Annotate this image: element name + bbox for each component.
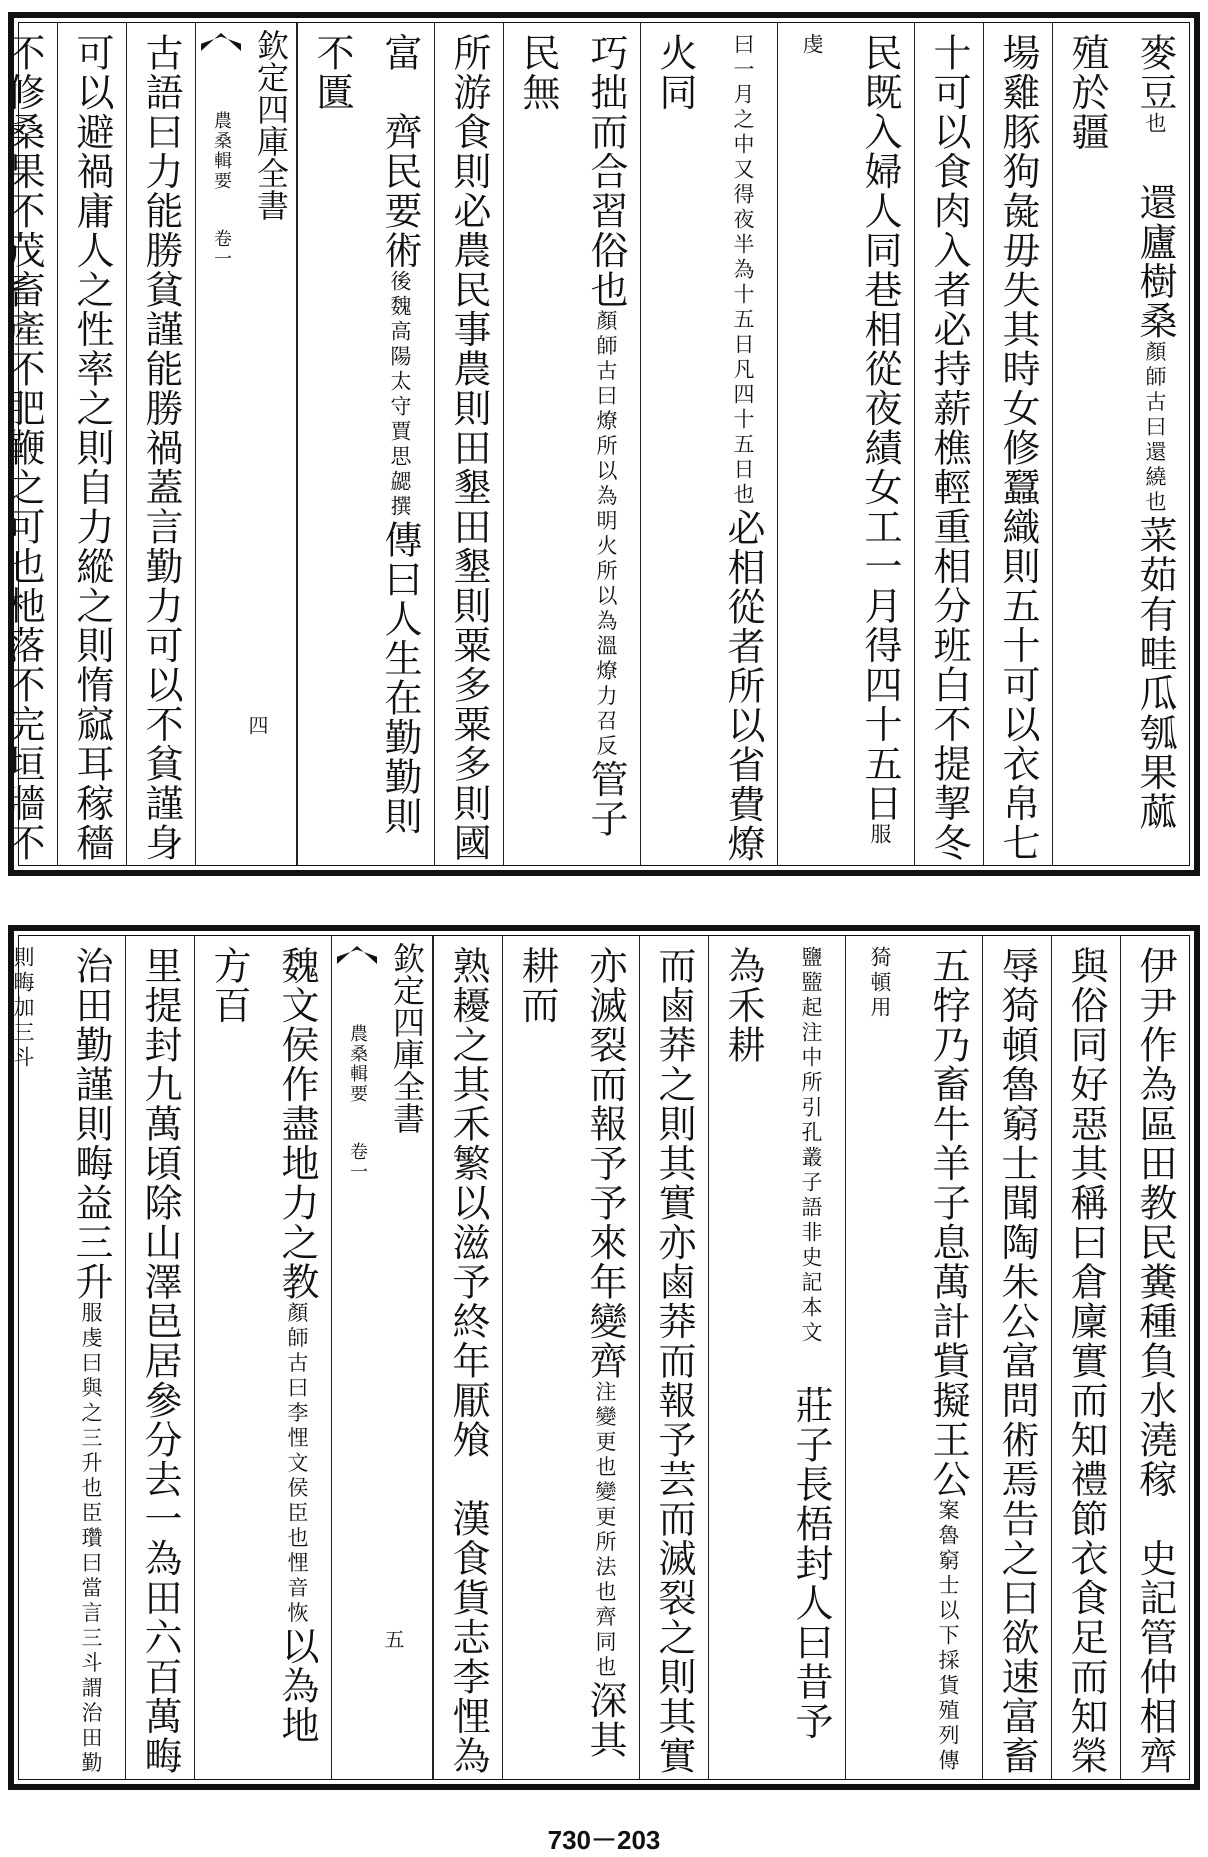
main-text: 莊子長梧封人曰昔予為禾耕 [721,946,833,1741]
main-text: 菜茹有畦瓜瓠果蓏殖於疆 [1065,33,1177,832]
center-fold-column [331,936,433,1779]
main-text: 史記管仲相齊 [1133,1538,1177,1776]
main-text: 而鹵莽之則其實亦鹵莽而報予芸而滅裂之則其實 [652,946,696,1776]
annotation-text: 守賈思勰撰 [388,395,412,520]
main-text: 齊民要術 [378,112,422,270]
main-text: 富 [378,33,422,73]
top-page-text-block [1,22,1190,866]
book-title: 農桑輯要 [211,111,232,191]
text-column [57,23,126,865]
annotation-text: 侯臣也悝音恢 [285,1476,309,1627]
main-text: 必相從者所以省費燎火同 [653,33,765,864]
text-column [0,936,125,1779]
text-column [845,936,982,1779]
annotation-text: 顏師古曰 [1143,340,1167,441]
main-text: 熟耰之其禾繁以滋予終年厭飧 [446,946,490,1460]
main-text: 十可以食肉入者必持薪樵輕重相分班白不提挈冬 [927,33,971,863]
collection-title: 欽定四庫全書 [388,942,426,1134]
main-text: 管子民無 [516,33,628,839]
text-column [708,936,845,1779]
annotation-text: 叢子語非史記本文 [799,1146,823,1346]
annotation-text: 還繞也 [1143,440,1167,516]
text-column [777,23,914,865]
text-column [502,936,639,1779]
fishtail-mark-icon [337,946,377,982]
page-code: 730－203 [547,1825,661,1855]
main-text: 巧拙而合習俗也 [584,33,628,310]
main-text: 亦滅裂而報予予來年變齊 [583,946,627,1381]
text-column [297,23,434,865]
annotation-text: 言三斗謂治田勤則畮加三斗 [11,946,103,1777]
annotation-text: 後魏高陽太 [388,270,412,395]
main-text: 里提封九萬頃除山澤邑居參分去一為田六百萬畮 [138,946,182,1776]
annotation-text: 所法也齊同也 [593,1530,617,1681]
main-text: 魏文侯作盡地力之教 [275,946,319,1302]
main-text: 不修桑果不茂畜產不肥鞭之可也杝落不完垣牆不 [1,33,45,863]
fishtail-mark-icon [201,33,241,69]
text-column [125,936,194,1779]
main-text: 可以避禍庸人之性率之則自力縱之則惰窳耳稼穡 [70,33,114,863]
main-text: 辱猗頓魯窮士聞陶朱公富問術焉告之曰欲速富畜 [995,946,1039,1776]
center-fold-column [195,23,297,865]
top-page [1,12,1200,876]
text-column [126,23,195,865]
text-column [983,23,1052,865]
annotation-text: 也 [1143,112,1167,137]
volume-label: 卷一 [211,229,232,269]
main-text: 以為地方百 [207,946,319,1745]
text-column [914,23,983,865]
text-column [194,936,331,1779]
main-text: 與俗同好惡其稱曰倉廩實而知禮節衣食足而知榮 [1064,946,1108,1776]
text-column [639,936,708,1779]
text-column [434,23,503,865]
annotation-text: 十五日凡四十五日也 [731,283,755,508]
main-text: 麥豆 [1133,33,1177,112]
collection-title: 欽定四庫全書 [252,29,290,221]
annotation-text: 鹽盬起注中所引孔 [799,946,823,1146]
main-text: 場雞豚狗彘毋失其時女修蠶織則五十可以衣帛七 [996,33,1040,863]
text-column [0,23,57,865]
text-column [1052,23,1189,865]
bottom-page [8,925,1200,1790]
text-column [503,23,640,865]
main-text: 漢食貨志李悝為 [446,1499,490,1776]
text-column [640,23,777,865]
annotation-text: 注變更也變更 [593,1380,617,1531]
main-text: 深其耕而 [515,946,627,1760]
annotation-text: 服虔 [800,33,892,848]
main-text: 傳曰人生在勤勤則不匱 [310,33,422,836]
main-text: 伊尹作為區田教民糞種負水澆稼 [1133,946,1177,1499]
text-column [982,936,1051,1779]
main-text: 治田勤謹則畮益三升 [69,946,113,1302]
main-text: 還廬樹桑 [1133,182,1177,341]
annotation-text: 顏師古曰李悝文 [285,1301,309,1477]
annotation-text: 服虔曰與之三升也臣瓚曰當 [79,1301,103,1602]
annotation-text: 案魯窮士以下採 [936,1499,960,1674]
bottom-page-text-block [11,935,1190,1780]
book-title: 農桑輯要 [347,1024,368,1104]
annotation-text: 顏師古曰燎所以為明 [594,309,618,535]
text-column [1051,936,1120,1779]
annotation-text: 曰一月之中又得夜半為 [731,33,755,283]
main-text: 古語曰力能勝貧謹能勝禍蓋言勤力可以不貧謹身 [139,33,183,863]
leaf-number: 五 [381,1629,405,1649]
annotation-text: 貨殖列傳猗頓用 [868,946,960,1774]
annotation-text: 火所以為溫燎力召反 [594,534,618,760]
text-column [1120,936,1189,1779]
main-text: 所游食則必農民事農則田墾田墾則粟多粟多則國 [447,33,491,863]
leaf-number: 四 [245,715,269,735]
main-text: 五牸乃畜牛羊子息萬計貲擬王公 [926,946,970,1499]
volume-label: 卷一 [347,1142,368,1182]
text-column [433,936,502,1779]
main-text: 民既入婦人同巷相從夜績女工一月得四十五日 [858,33,902,823]
